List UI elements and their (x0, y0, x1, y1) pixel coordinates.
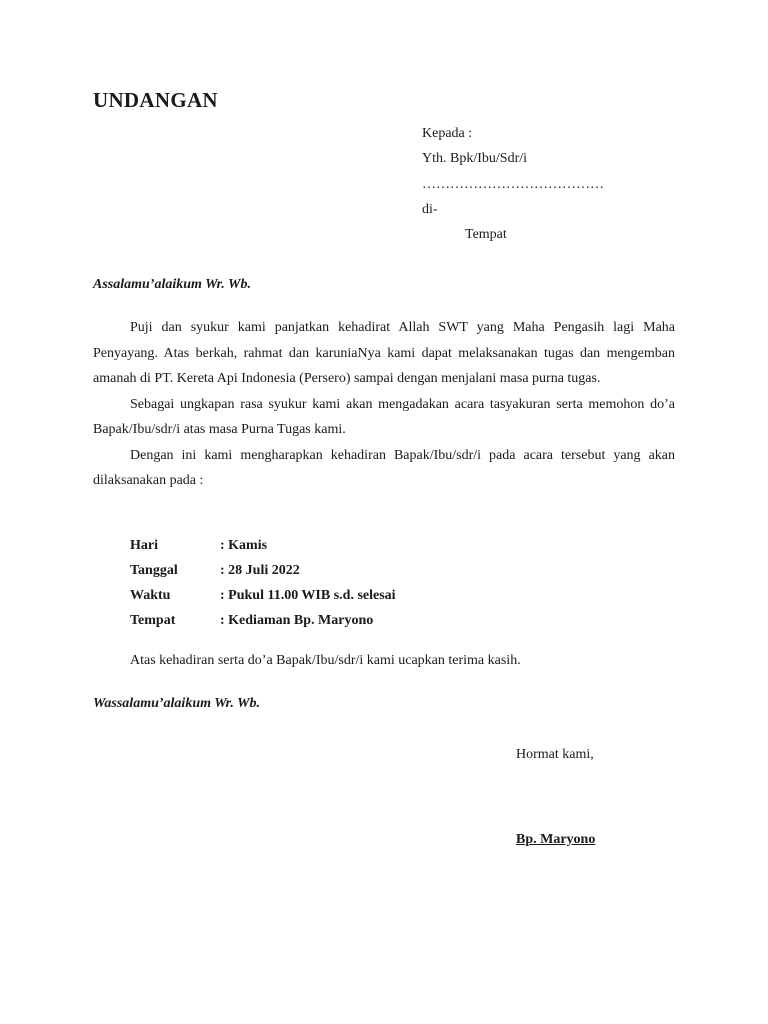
opening-greeting: Assalamu’alaikum Wr. Wb. (93, 277, 251, 292)
letter-body (93, 315, 675, 494)
paragraph: Puji dan syukur kami panjatkan kehadirat Allah SWT yang Maha Pengasih lagi Maha Penyayang. Atas berkah, rahmat dan karuniaNya kami dapat melaksanakan tugas dan mengemban amanah di PT. Kereta Api Indonesia (Persero) sampai dengan menjalani masa purna tugas. (93, 320, 675, 386)
paragraph: Dengan ini kami mengharapkan kehadiran Bapak/Ibu/sdr/i pada acara tersebut yang akan dilaksanakan pada : (93, 447, 675, 488)
detail-value: : Kamis (220, 538, 268, 553)
address-place: Tempat (465, 227, 507, 242)
address-to: Kepada : (422, 126, 473, 141)
detail-label: Hari (130, 538, 158, 553)
detail-row-day (130, 536, 396, 561)
detail-row-time (130, 586, 396, 611)
closing-greeting: Wassalamu’alaikum Wr. Wb. (93, 696, 261, 711)
address-blank-line: ………………………………… (422, 177, 604, 192)
address-di: di- (422, 202, 438, 217)
event-details (130, 536, 396, 636)
signatory-name: Bp. Maryono (516, 832, 596, 847)
detail-row-place (130, 611, 396, 636)
thanks-line: Atas kehadiran serta do’a Bapak/Ibu/sdr/i kami ucapkan terima kasih. (130, 653, 521, 668)
paragraph: Sebagai ungkapan rasa syukur kami akan mengadakan acara tasyakuran serta memohon do’a Bapak/Ibu/sdr/i atas masa Purna Tugas kami. (93, 396, 675, 437)
detail-label: Tempat (130, 613, 176, 628)
closing-phrase: Hormat kami, (516, 747, 594, 762)
address-recipient: Yth. Bpk/Ibu/Sdr/i (422, 151, 528, 166)
detail-label: Waktu (130, 588, 171, 603)
detail-value: : 28 Juli 2022 (220, 563, 300, 578)
detail-value: : Kediaman Bp. Maryono (220, 613, 374, 628)
detail-row-date (130, 561, 396, 586)
detail-value: : Pukul 11.00 WIB s.d. selesai (220, 588, 396, 603)
letter-title: UNDANGAN (93, 88, 218, 112)
detail-label: Tanggal (130, 563, 178, 578)
